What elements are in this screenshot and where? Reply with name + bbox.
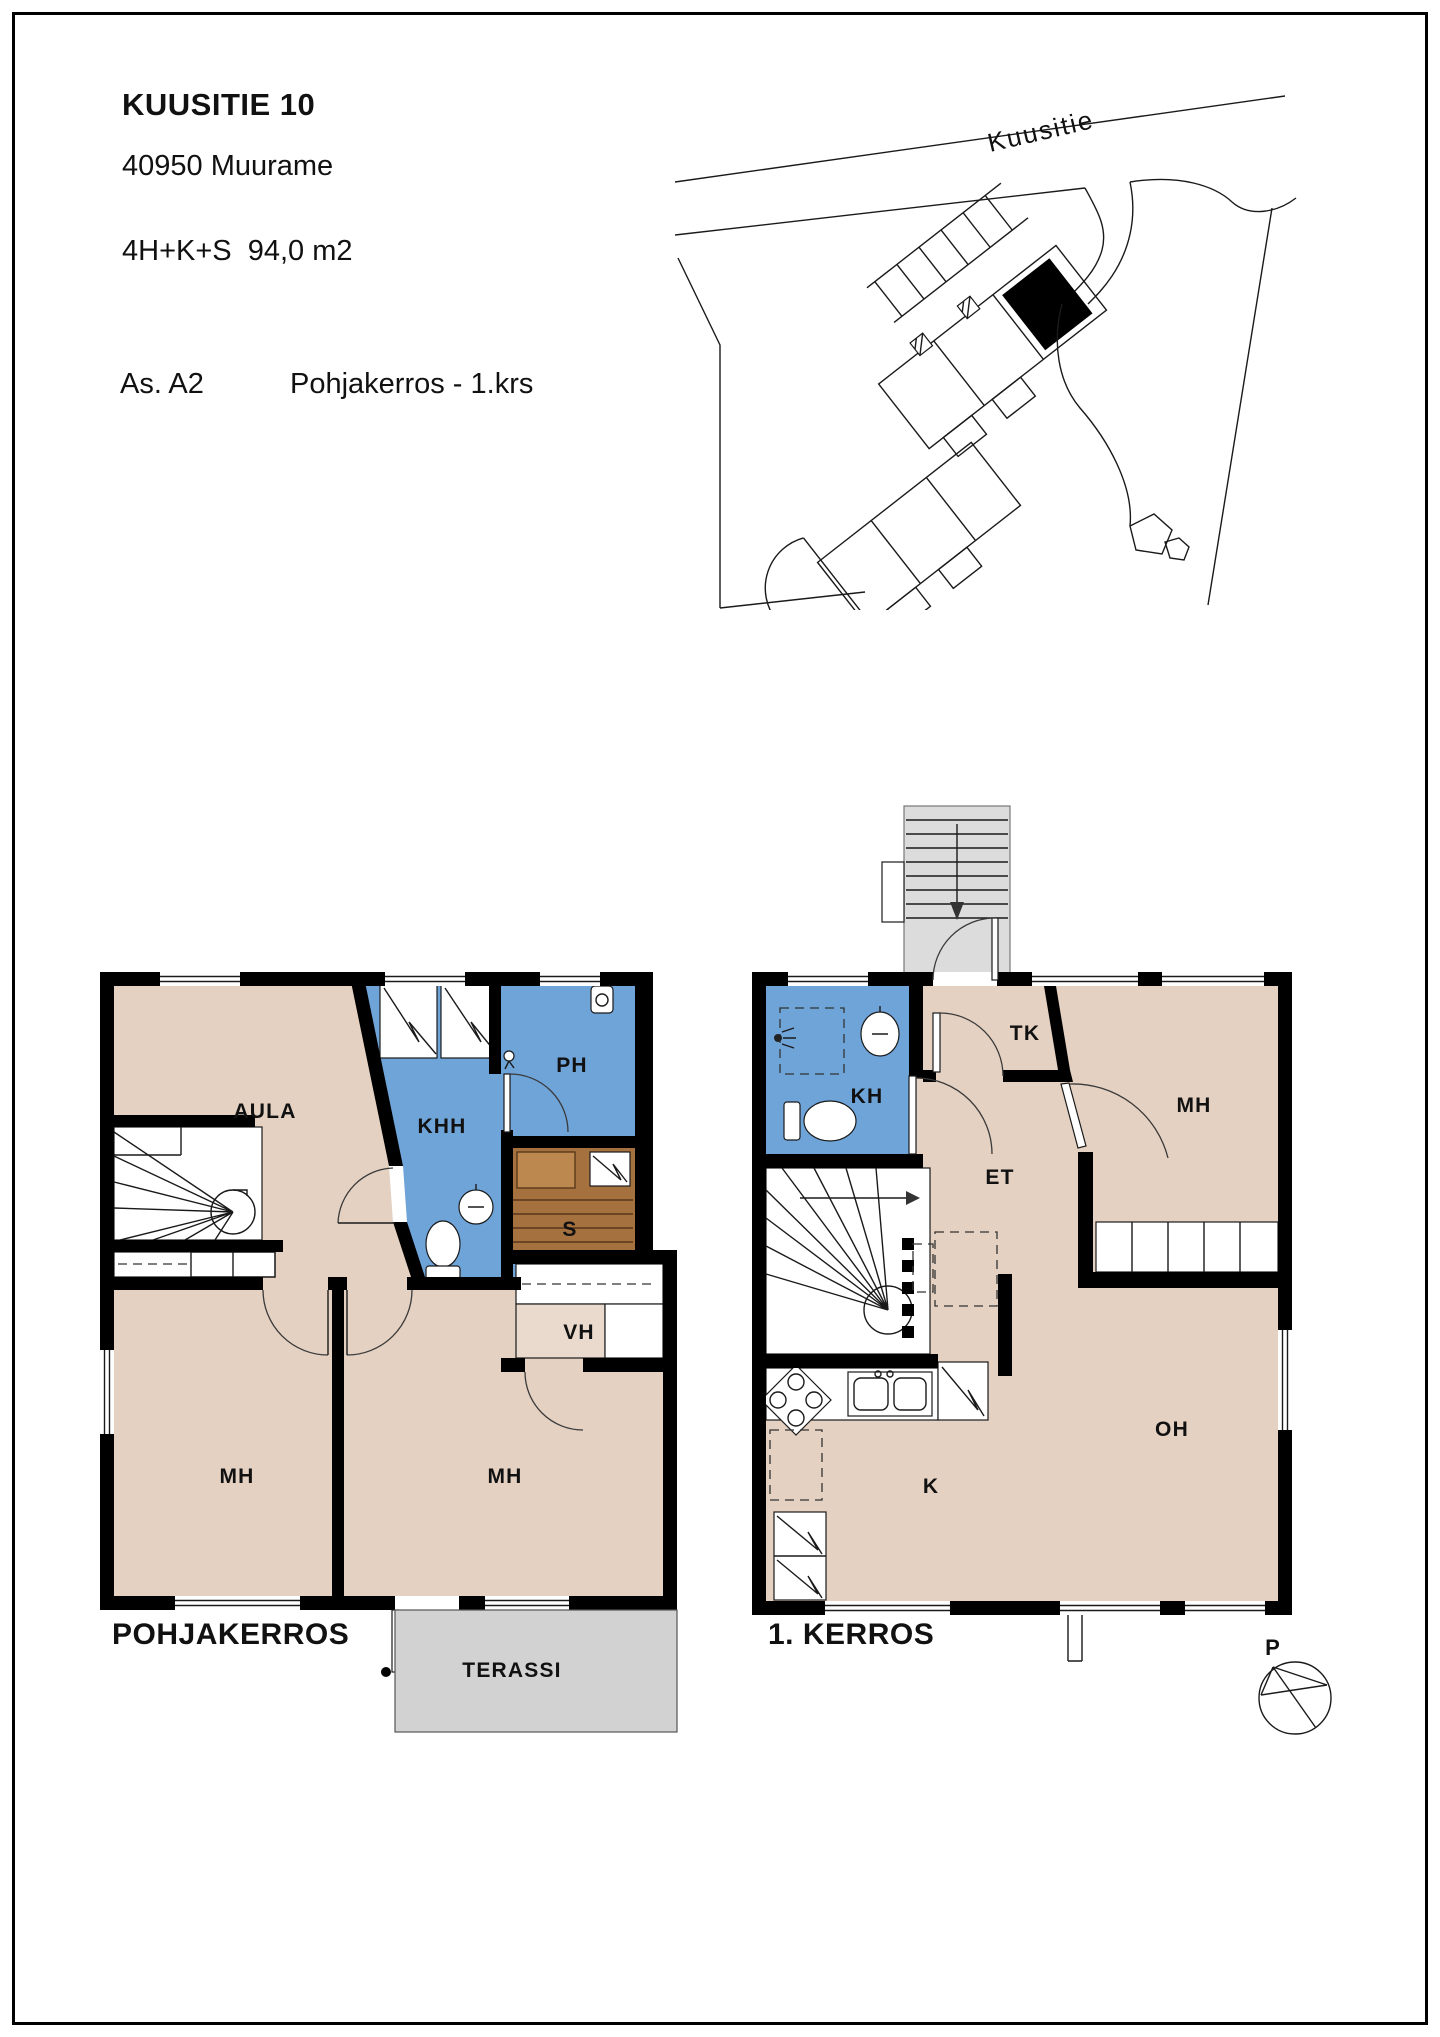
- freezer-icon: [774, 1512, 826, 1600]
- fridge-icon: [938, 1362, 988, 1420]
- property-postal-city: 40950 Muurame: [122, 150, 334, 182]
- khh-toilet-icon: [426, 1221, 460, 1279]
- room-label-mh-right: MH: [487, 1465, 523, 1488]
- north-arrow-icon: [1259, 1662, 1331, 1734]
- site-paths: [1057, 304, 1189, 560]
- site-plan: [660, 90, 1300, 610]
- room-label-k: K: [922, 1475, 940, 1498]
- apartment-unit: As. A2: [120, 368, 204, 400]
- room-label-mh-left: MH: [219, 1465, 255, 1488]
- ph-sink-icon: [591, 986, 613, 1013]
- room-label-terassi: TERASSI: [462, 1659, 562, 1682]
- kitchen-sink-icon: [848, 1371, 932, 1416]
- room-label-et: ET: [985, 1166, 1015, 1189]
- street-lines: [675, 96, 1296, 304]
- room-label-tk: TK: [1009, 1022, 1041, 1045]
- plan-title-1-kerros: 1. KERROS: [768, 1618, 935, 1651]
- room-label-sauna: S: [562, 1218, 578, 1241]
- room-label-oh: OH: [1155, 1418, 1189, 1441]
- apartment-type-area: 4H+K+S 94,0 m2: [122, 235, 353, 267]
- terrace-post: [381, 1667, 391, 1677]
- sauna-stove-icon: [590, 1152, 630, 1186]
- stairs-winder: [114, 1127, 262, 1240]
- entry-stairs: [882, 806, 1010, 980]
- room-label-khh: KHH: [417, 1115, 467, 1138]
- north-label: P: [1265, 1635, 1281, 1660]
- street-label: Kuusitie: [984, 104, 1098, 158]
- room-label-vh: VH: [563, 1321, 595, 1344]
- washing-machine-icon: [380, 984, 437, 1058]
- plan-title-pohjakerros: POHJAKERROS: [112, 1618, 350, 1651]
- subject-unit-filled: [1002, 258, 1092, 350]
- wardrobes: [1096, 1222, 1278, 1272]
- understairs-closet: [114, 1252, 275, 1277]
- railing-below: [1068, 1615, 1082, 1661]
- site-buildings: [660, 180, 1183, 610]
- room-label-aula: AULA: [233, 1100, 297, 1123]
- room-label-kh: KH: [850, 1085, 884, 1108]
- room-label-ph: PH: [556, 1054, 588, 1077]
- property-address: KUUSITIE 10: [122, 87, 316, 122]
- apartment-floor-range: Pohjakerros - 1.krs: [290, 368, 534, 400]
- property-boundary: [678, 208, 1272, 608]
- kh-toilet-icon: [784, 1101, 856, 1141]
- room-label-mh: MH: [1176, 1094, 1212, 1117]
